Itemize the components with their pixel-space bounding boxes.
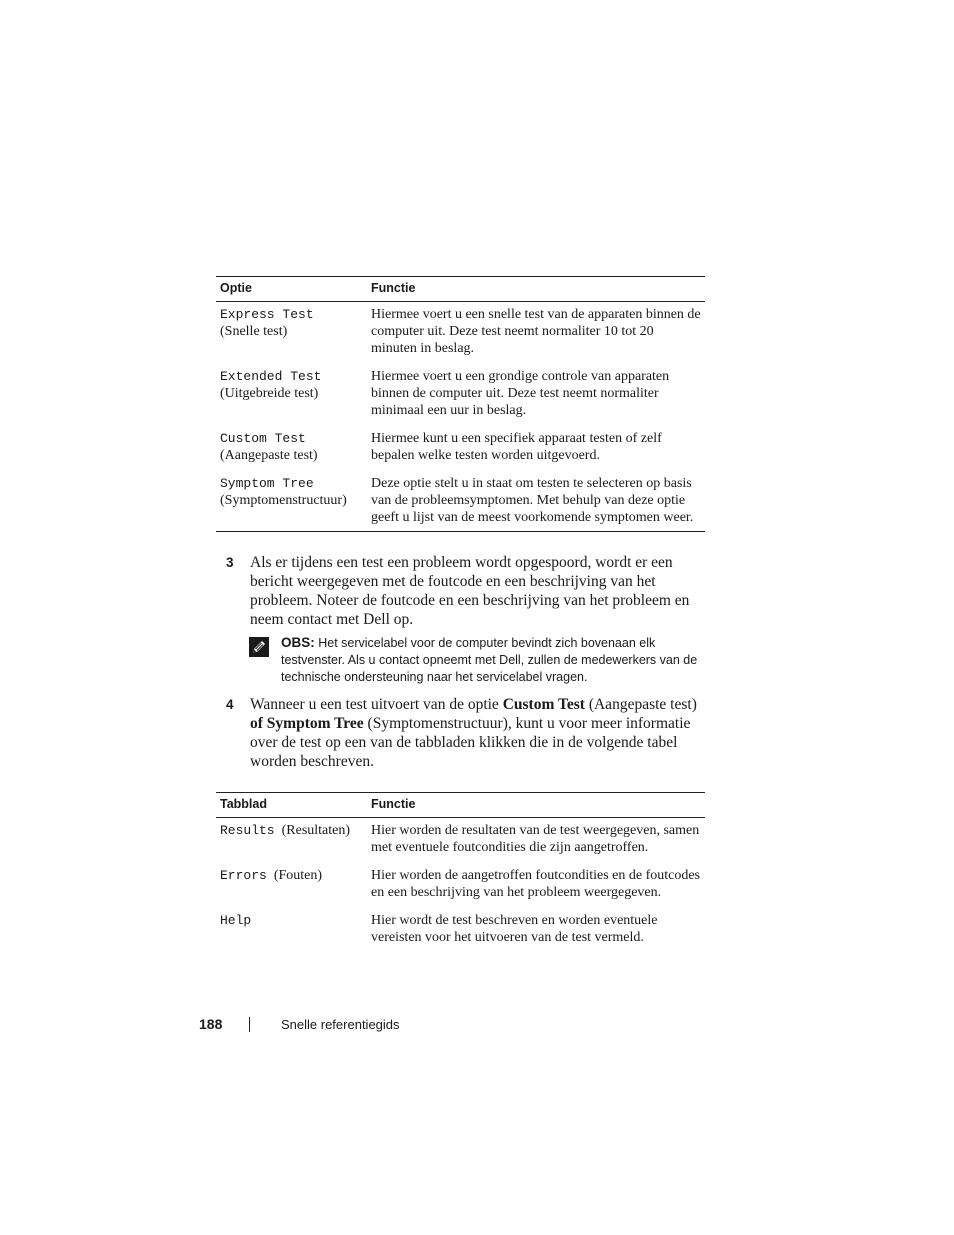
symptom-tree-term: of Symptom Tree <box>250 715 364 732</box>
table-row <box>216 366 705 428</box>
option-cell <box>216 473 367 532</box>
tab-label: (Fouten) <box>273 868 323 883</box>
option-label: (Symptomenstructuur) <box>220 493 347 508</box>
option-code: Symptom Tree <box>220 476 314 491</box>
options-table <box>216 276 705 532</box>
step-text-part: (Aangepaste test) <box>584 696 697 713</box>
option-description: Hiermee voert u een snelle test van de apparaten binnen de computer uit. Deze test neemt normaliter 10 tot 20 minuten in beslag. <box>371 307 701 356</box>
option-cell <box>216 302 367 367</box>
column-header-functie: Functie <box>367 793 705 818</box>
note-block <box>249 634 709 686</box>
note-label: OBS: <box>281 635 315 650</box>
step-text-part: Wanneer u een test uitvoert van de optie <box>250 696 503 713</box>
tab-label: (Resultaten) <box>281 823 351 838</box>
step-text <box>250 695 706 771</box>
option-code: Express Test <box>220 307 314 322</box>
tab-code: Help <box>220 913 252 928</box>
table-row <box>216 865 705 910</box>
option-code: Custom Test <box>220 431 306 446</box>
column-header-optie: Optie <box>216 277 367 302</box>
tab-description: Hier wordt de test beschreven en worden eventuele vereisten voor het uitvoeren van de test vermeld. <box>371 913 658 945</box>
tab-cell <box>216 865 367 910</box>
tab-code: Errors <box>220 868 267 883</box>
step-4 <box>226 695 706 771</box>
tab-code: Results <box>220 823 275 838</box>
table-header-row <box>216 793 705 818</box>
option-description: Hiermee kunt u een specifiek apparaat testen of zelf bepalen welke testen worden uitgevoerd. <box>371 431 662 463</box>
footer-title: Snelle referentiegids <box>281 1017 400 1032</box>
table-row <box>216 473 705 532</box>
option-cell <box>216 428 367 473</box>
note-pencil-icon <box>249 637 269 657</box>
column-header-functie: Functie <box>367 277 705 302</box>
option-cell <box>216 366 367 428</box>
table-row <box>216 818 705 866</box>
table-row <box>216 302 705 367</box>
step-number: 4 <box>226 697 234 712</box>
option-label: (Aangepaste test) <box>220 448 318 463</box>
table-header-row <box>216 277 705 302</box>
custom-test-term: Custom Test <box>502 696 585 713</box>
table-row <box>216 428 705 473</box>
note-body: Het servicelabel voor de computer bevindt zich bovenaan elk testvenster. Als u contact opneemt met Dell, zullen de medewerkers van de technische ondersteuning naar het servicelabel vragen. <box>281 636 698 684</box>
tab-cell <box>216 910 367 955</box>
option-description: Deze optie stelt u in staat om testen te selecteren op basis van de probleemsymptomen. Met behulp van deze optie geeft u lijst van de meest voorkomende symptomen weer. <box>367 473 705 532</box>
column-header-tabblad: Tabblad <box>216 793 367 818</box>
option-label: (Snelle test) <box>220 324 288 339</box>
tab-description: Hier worden de aangetroffen foutcondities en de foutcodes en een beschrijving van het probleem weergegeven. <box>371 868 701 900</box>
step-text-part: (Symptomenstructuur), kunt u voor meer informatie over de test op een van de tabbladen klikken die in de volgende tabel worden beschreven. <box>250 715 691 770</box>
tab-description: Hier worden de resultaten van de test weergegeven, samen met eventuele foutcondities die zijn aangetroffen. <box>371 823 700 855</box>
page-number: 188 <box>199 1016 223 1032</box>
footer-divider <box>249 1017 250 1032</box>
step-text: Als er tijdens een test een probleem wordt opgespoord, wordt er een bericht weergegeven met de foutcode en een beschrijving van het probleem. Noteer de foutcode en een beschrijving van het probleem en neem contact met Dell op. <box>250 554 690 628</box>
step-3 <box>226 553 706 629</box>
option-label: (Uitgebreide test) <box>220 386 319 401</box>
tabs-table <box>216 792 705 955</box>
tab-cell <box>216 818 367 866</box>
option-description: Hiermee voert u een grondige controle van apparaten binnen de computer uit. Deze test neemt normaliter minimaal een uur in beslag. <box>371 369 670 418</box>
option-code: Extended Test <box>220 369 322 384</box>
step-number: 3 <box>226 555 234 570</box>
table-row <box>216 910 705 955</box>
note-text <box>281 634 709 686</box>
